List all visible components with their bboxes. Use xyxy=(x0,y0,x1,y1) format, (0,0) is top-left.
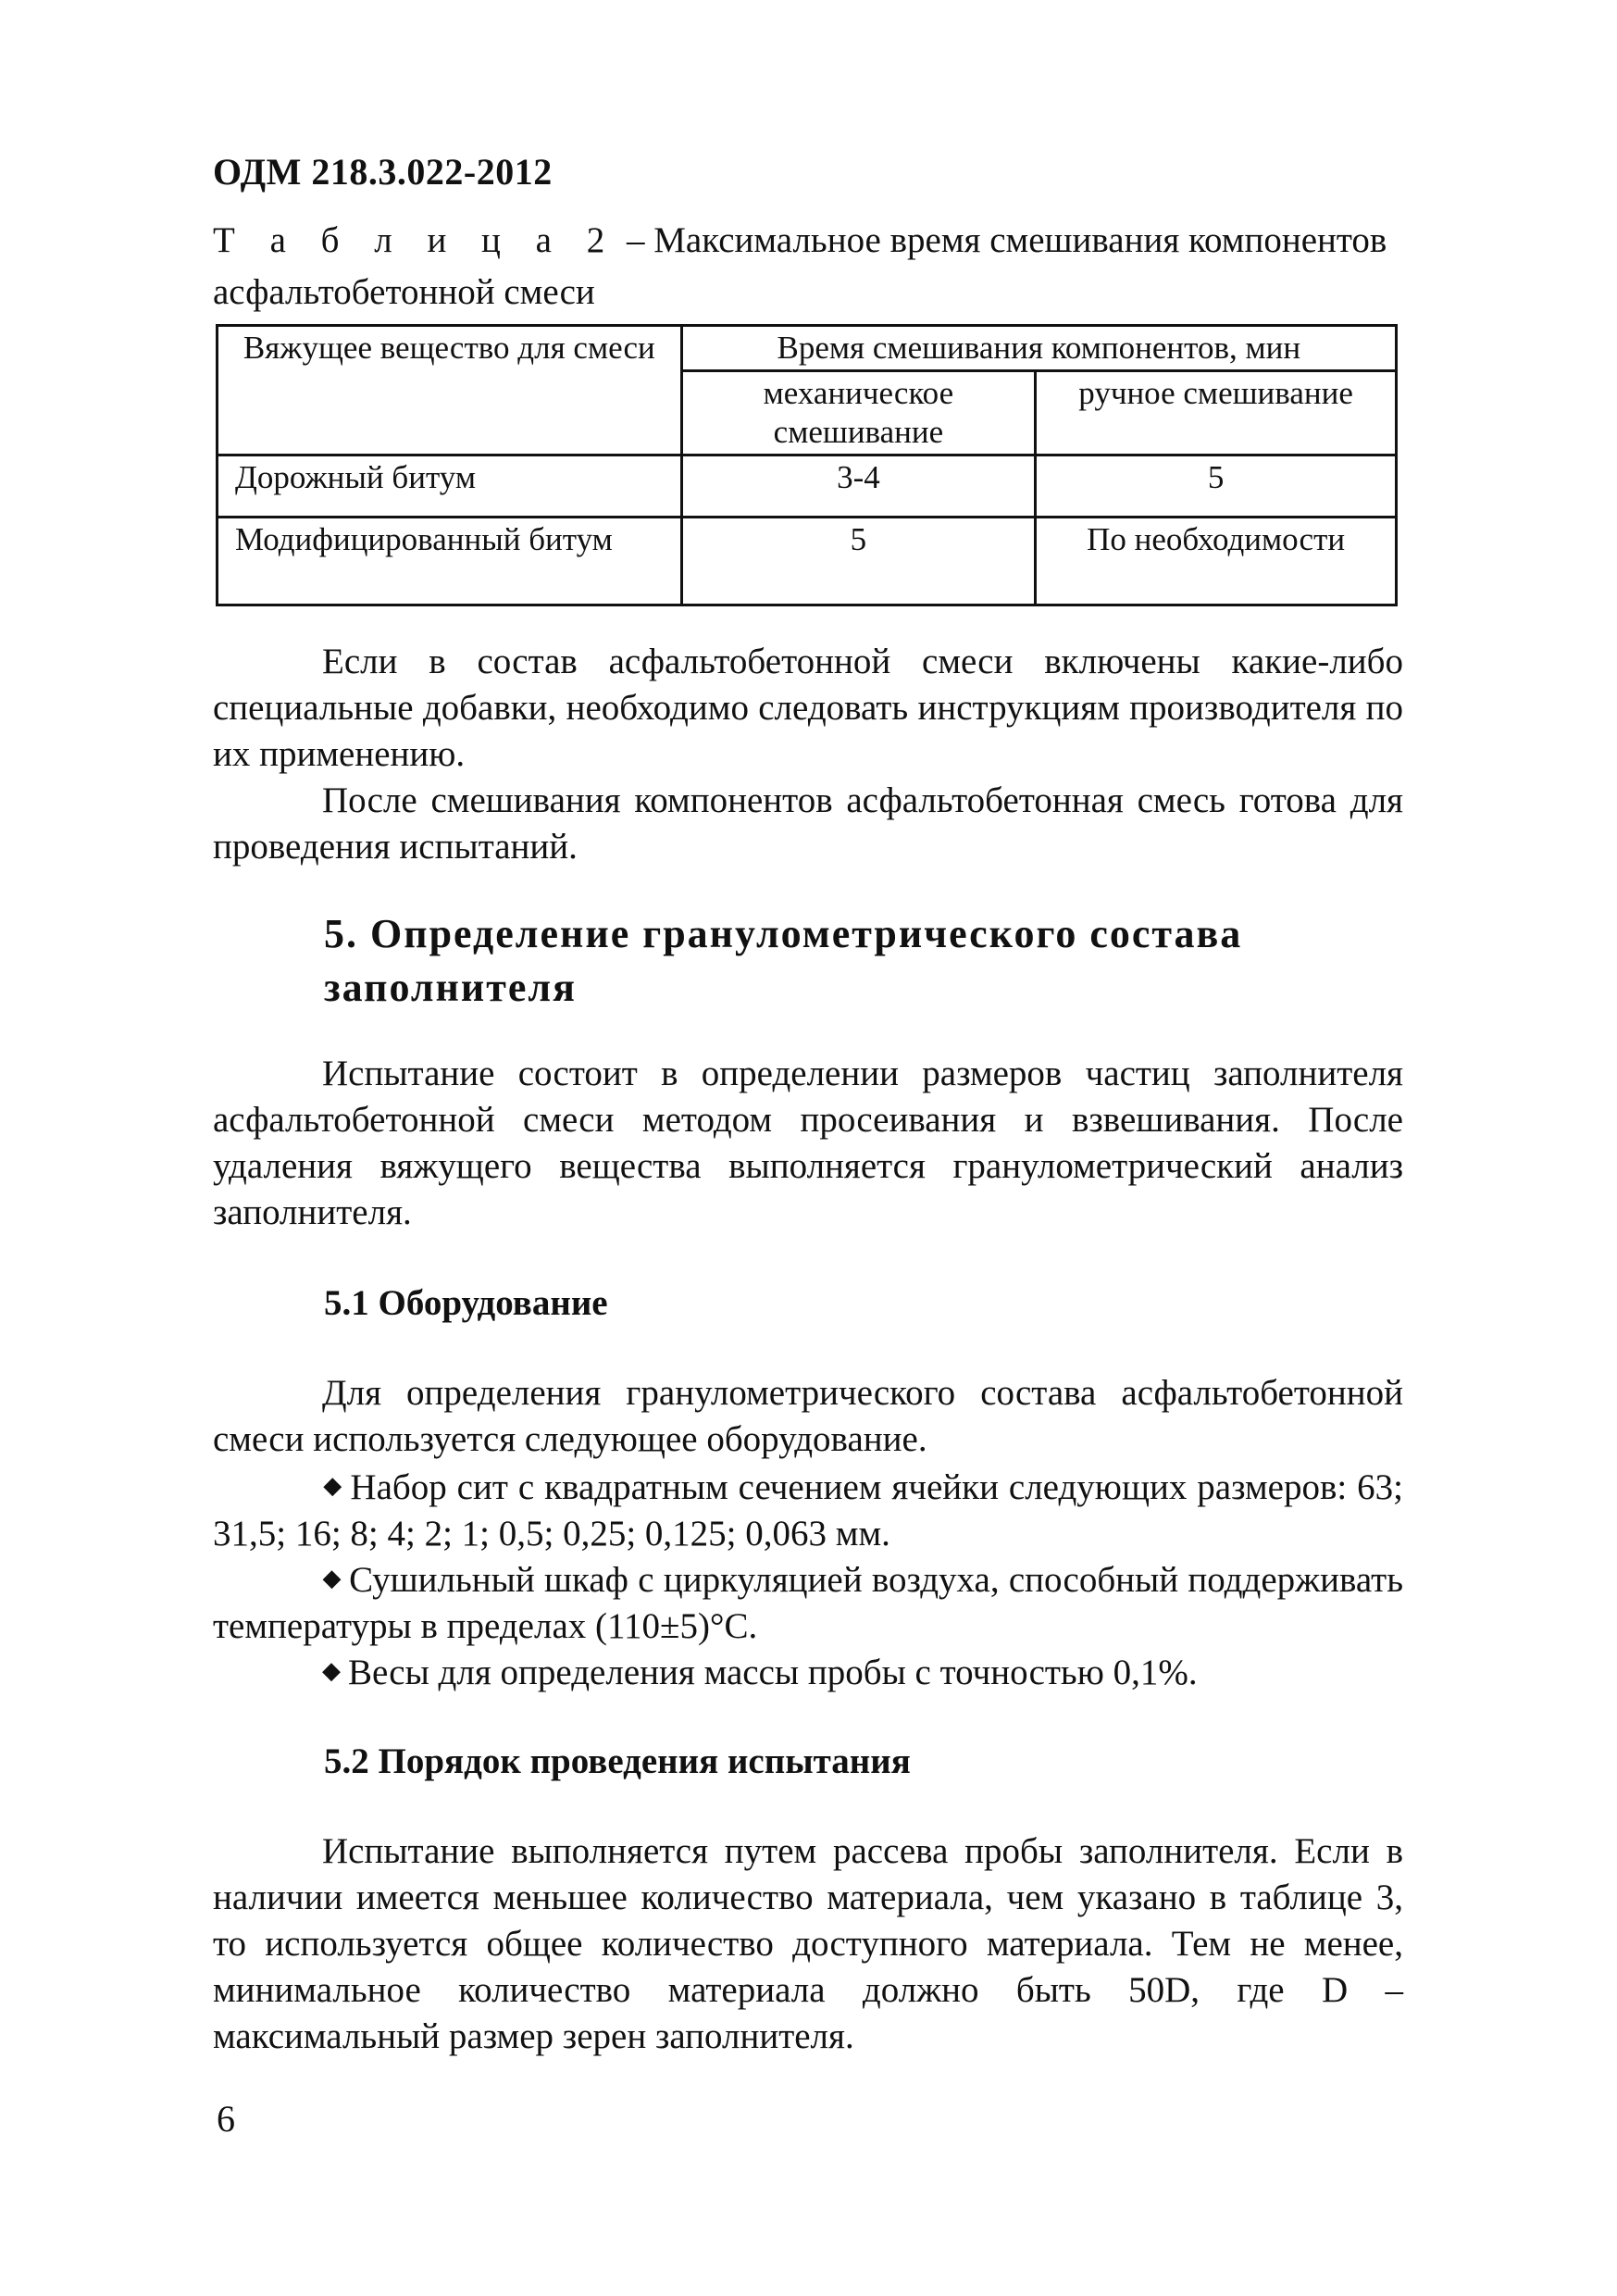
manual-time-cell: 5 xyxy=(1036,455,1397,518)
equipment-item-text: Набор сит с квадратным сечением ячейки следующих размеров: 63; 31,5; 16; 8; 4; 2; 1; 0,5; 0,25; 0,125; 0,063 мм. xyxy=(213,1467,1403,1554)
mechanical-time-cell: 3-4 xyxy=(681,455,1036,518)
header-mechanical-cell: механическое смешивание xyxy=(681,371,1036,455)
binder-cell: Модифицированный битум xyxy=(218,518,682,605)
diamond-bullet-icon: ◆ xyxy=(322,1565,342,1591)
equipment-intro-text: Для определения гранулометрического состава асфальтобетонной смеси используется следующее оборудование. xyxy=(213,1373,1403,1459)
document-code: ОДМ 218.3.022-2012 xyxy=(213,151,553,193)
equipment-item-scales xyxy=(213,1648,1403,1696)
ready-paragraph xyxy=(213,778,1403,870)
table-caption-label: Т а б л и ц а 2 xyxy=(213,220,618,260)
procedure-text: Испытание выполняется путем рассева пробы заполнителя. Если в наличии имеется меньшее количество материала, чем указано в таблице 3, то используется общее количество доступного материала. Тем не менее, минимальное количество материала должно быть 50D, где D – максимальный размер зерен заполнителя. xyxy=(213,1831,1403,2056)
diamond-bullet-icon: ◆ xyxy=(322,1472,343,1499)
mechanical-time-cell: 5 xyxy=(681,518,1036,605)
page-number: 6 xyxy=(217,2098,235,2140)
procedure-paragraph xyxy=(213,1828,1403,2060)
table-caption xyxy=(213,215,1398,318)
diamond-bullet-icon: ◆ xyxy=(322,1657,341,1684)
equipment-item-text: Весы для определения массы пробы с точностью 0,1%. xyxy=(348,1653,1198,1692)
table-row xyxy=(218,455,1397,518)
additives-paragraph xyxy=(213,639,1403,778)
equipment-intro xyxy=(213,1370,1403,1463)
manual-time-cell: По необходимости xyxy=(1036,518,1397,605)
additives-text: Если в состав асфальтобетонной смеси включены какие-либо специальные добавки, необходимо следовать инструкциям производителя по их применению. xyxy=(213,642,1403,774)
binder-cell: Дорожный битум xyxy=(218,455,682,518)
table-header-row xyxy=(218,326,1397,371)
section-5-heading: 5. Определение гранулометрического состава заполнителя xyxy=(324,911,1243,1010)
table-caption-text: – Максимальное время смешивания компонентов асфальтобетонной смеси xyxy=(213,220,1387,312)
mixing-time-table xyxy=(216,324,1398,606)
header-binder-cell: Вяжущее вещество для смеси xyxy=(218,326,682,455)
equipment-item-text: Сушильный шкаф с циркуляцией воздуха, способный поддерживать температуры в пределах (110±5)°С. xyxy=(213,1560,1403,1646)
ready-text: После смешивания компонентов асфальтобетонная смесь готова для проведения испытаний. xyxy=(213,780,1403,867)
section-5-intro xyxy=(213,1051,1403,1236)
equipment-heading: 5.1 Оборудование xyxy=(324,1283,608,1323)
equipment-item-oven xyxy=(213,1555,1403,1650)
section-5-intro-text: Испытание состоит в определении размеров частиц заполнителя асфальтобетонной смеси методом просеивания и взвешивания. После удаления вяжущего вещества выполняется гранулометрический анализ заполнителя. xyxy=(213,1054,1403,1232)
procedure-heading: 5.2 Порядок проведения испытания xyxy=(324,1741,911,1781)
header-manual-cell: ручное смешивание xyxy=(1036,371,1397,455)
equipment-item-sieves xyxy=(213,1463,1403,1557)
table-row xyxy=(218,518,1397,605)
header-time-cell: Время смешивания компонентов, мин xyxy=(681,326,1396,371)
